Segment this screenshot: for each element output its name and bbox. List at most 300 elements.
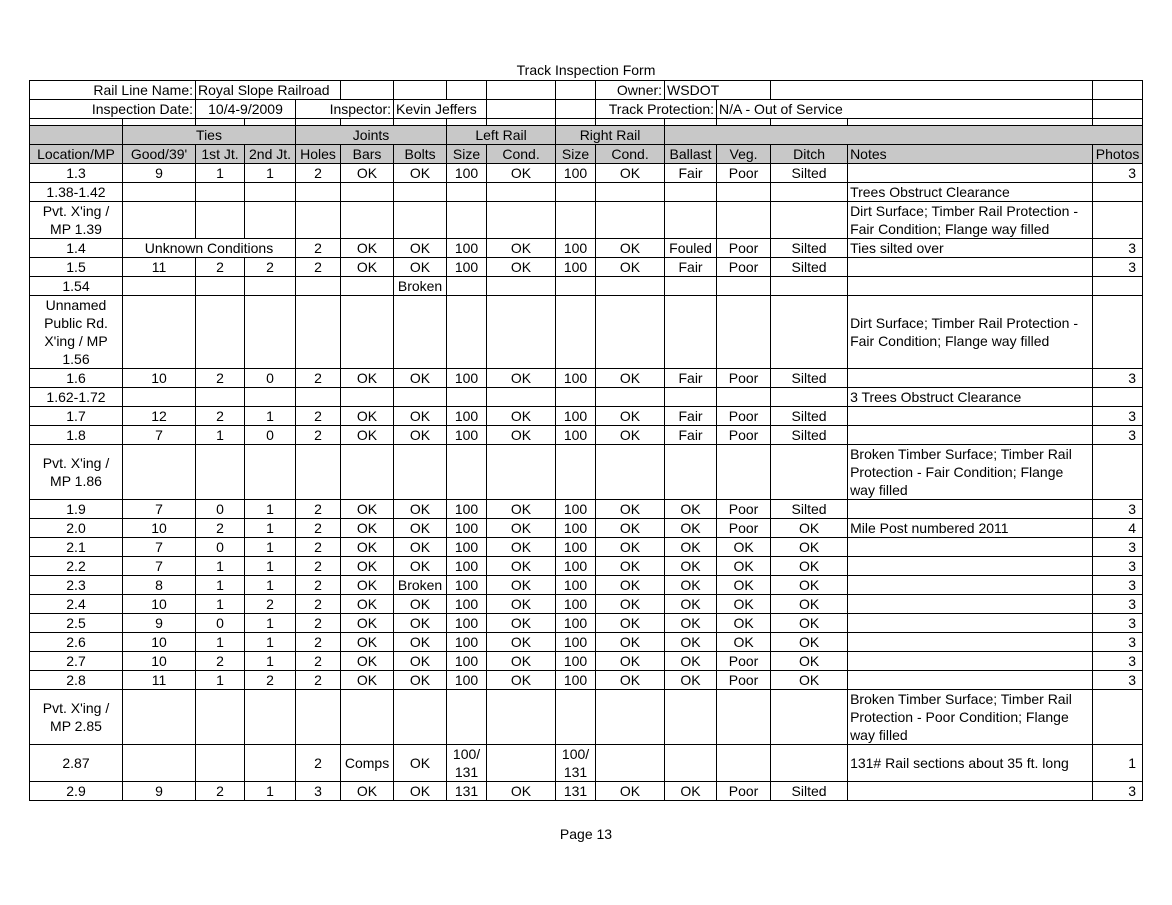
cell-left-rail-cond: OK [487, 500, 556, 519]
cell-vegetation: Poor [717, 239, 771, 258]
table-row [30, 671, 1143, 690]
column-header: Ballast [665, 145, 717, 164]
cell-photos [1093, 445, 1143, 500]
cell-joint-holes: 2 [296, 500, 341, 519]
cell-photos: 3 [1093, 258, 1143, 277]
cell-ballast: OK [665, 519, 717, 538]
cell-left-rail-cond [487, 745, 556, 782]
form-title: Track Inspection Form [516, 62, 656, 78]
cell-left-rail-cond: OK [487, 426, 556, 445]
cell-notes: 131# Rail sections about 35 ft. long [848, 745, 1093, 782]
cell-right-rail-size: 100 [556, 258, 596, 277]
cell-joint-bolts: OK [394, 557, 447, 576]
cell-left-rail-size: 100 [447, 164, 487, 183]
table-row [30, 183, 1143, 202]
cell-ditch: OK [771, 538, 848, 557]
cell-right-rail-cond [596, 388, 665, 407]
cell-ties-good: 10 [123, 652, 196, 671]
empty-cell [394, 81, 447, 100]
cell-location: 1.7 [30, 407, 123, 426]
table-row [30, 576, 1143, 595]
cell-photos [1093, 388, 1143, 407]
cell-right-rail-cond: OK [596, 369, 665, 388]
cell-location: 1.9 [30, 500, 123, 519]
cell-ditch: Silted [771, 369, 848, 388]
cell-right-rail-size: 100 [556, 426, 596, 445]
cell-joint-holes: 2 [296, 671, 341, 690]
table-row [30, 369, 1143, 388]
cell-ties-1st-jt: 2 [196, 782, 245, 801]
cell-photos: 3 [1093, 500, 1143, 519]
cell-ties-2nd-jt: 1 [245, 633, 296, 652]
cell-location: 2.7 [30, 652, 123, 671]
table-row [30, 745, 1143, 782]
empty-cell [771, 81, 1093, 100]
empty-cell [556, 100, 596, 119]
cell-photos: 3 [1093, 633, 1143, 652]
cell-joint-bars: OK [341, 538, 394, 557]
cell-joint-holes: 2 [296, 369, 341, 388]
cell-right-rail-size: 100 [556, 576, 596, 595]
table-row [30, 652, 1143, 671]
cell-ditch: OK [771, 557, 848, 576]
cell-ballast: Fair [665, 426, 717, 445]
cell-notes [848, 576, 1093, 595]
cell-right-rail-size: 100 [556, 369, 596, 388]
cell-ballast: OK [665, 652, 717, 671]
cell-right-rail-cond [596, 296, 665, 369]
cell-left-rail-size [447, 388, 487, 407]
cell-ties-1st-jt: 2 [196, 407, 245, 426]
cell-photos: 3 [1093, 426, 1143, 445]
column-header: Location/MP [30, 145, 123, 164]
cell-joint-bolts: OK [394, 426, 447, 445]
cell-ties-2nd-jt: 2 [245, 671, 296, 690]
cell-ditch [771, 690, 848, 745]
cell-right-rail-cond: OK [596, 164, 665, 183]
cell-joint-bolts: OK [394, 652, 447, 671]
cell-left-rail-cond: OK [487, 614, 556, 633]
cell-ties-2nd-jt [245, 296, 296, 369]
column-header: Size [447, 145, 487, 164]
cell-right-rail-cond: OK [596, 671, 665, 690]
cell-ditch [771, 183, 848, 202]
cell-photos: 3 [1093, 576, 1143, 595]
cell-joint-holes: 2 [296, 407, 341, 426]
cell-left-rail-cond: OK [487, 652, 556, 671]
cell-joint-bars [341, 445, 394, 500]
group-ties: Ties [123, 126, 296, 145]
cell-joint-bolts: OK [394, 782, 447, 801]
cell-left-rail-cond [487, 202, 556, 239]
cell-ties-good [123, 183, 196, 202]
column-header: Cond. [487, 145, 556, 164]
cell-ties-2nd-jt: 1 [245, 614, 296, 633]
cell-ties-1st-jt [196, 388, 245, 407]
cell-right-rail-cond [596, 690, 665, 745]
cell-ties-good: 10 [123, 633, 196, 652]
cell-notes: Ties silted over [848, 239, 1093, 258]
cell-photos: 1 [1093, 745, 1143, 782]
cell-ditch [771, 388, 848, 407]
cell-ties-1st-jt: 1 [196, 164, 245, 183]
table-row [30, 202, 1143, 239]
cell-ties-2nd-jt: 1 [245, 500, 296, 519]
cell-notes [848, 426, 1093, 445]
cell-ties-2nd-jt [245, 202, 296, 239]
cell-photos: 3 [1093, 407, 1143, 426]
cell-vegetation [717, 183, 771, 202]
cell-location: 1.54 [30, 277, 123, 296]
cell-left-rail-size: 100 [447, 519, 487, 538]
cell-right-rail-cond: OK [596, 633, 665, 652]
cell-location: Unnamed Public Rd. X'ing / MP 1.56 [30, 296, 123, 369]
cell-right-rail-cond [596, 202, 665, 239]
cell-ballast: OK [665, 538, 717, 557]
cell-joint-holes [296, 690, 341, 745]
cell-notes: 3 Trees Obstruct Clearance [848, 388, 1093, 407]
cell-joint-holes [296, 277, 341, 296]
cell-ties-good [123, 388, 196, 407]
cell-ties-2nd-jt: 1 [245, 652, 296, 671]
cell-joint-bolts [394, 690, 447, 745]
cell-right-rail-cond: OK [596, 614, 665, 633]
cell-notes: Broken Timber Surface; Timber Rail Protection - Fair Condition; Flange way filled [848, 445, 1093, 500]
cell-left-rail-size: 100 [447, 538, 487, 557]
cell-ties-2nd-jt: 2 [245, 595, 296, 614]
column-header: Holes [296, 145, 341, 164]
cell-right-rail-size [556, 202, 596, 239]
cell-location: 1.5 [30, 258, 123, 277]
cell-ditch: Silted [771, 239, 848, 258]
cell-ties-1st-jt: 1 [196, 557, 245, 576]
cell-ditch: OK [771, 633, 848, 652]
cell-vegetation: Poor [717, 426, 771, 445]
cell-ties-1st-jt: 1 [196, 595, 245, 614]
cell-ties-2nd-jt: 1 [245, 519, 296, 538]
cell-left-rail-size [447, 690, 487, 745]
cell-ties-good [123, 690, 196, 745]
cell-left-rail-size: 100 [447, 633, 487, 652]
cell-joint-bars: OK [341, 164, 394, 183]
cell-joint-bars: OK [341, 595, 394, 614]
group-left-rail: Left Rail [447, 126, 556, 145]
table-row [30, 239, 1143, 258]
cell-joint-bars [341, 388, 394, 407]
cell-ties-good: 11 [123, 671, 196, 690]
cell-notes [848, 614, 1093, 633]
cell-ties-good: 7 [123, 538, 196, 557]
cell-right-rail-cond: OK [596, 426, 665, 445]
inspection-date-value: 10/4-9/2009 [196, 100, 296, 119]
cell-right-rail-cond: OK [596, 258, 665, 277]
table-row [30, 388, 1143, 407]
table-row [30, 426, 1143, 445]
cell-joint-bolts [394, 202, 447, 239]
cell-photos: 3 [1093, 557, 1143, 576]
cell-vegetation [717, 277, 771, 296]
cell-ties-2nd-jt: 1 [245, 576, 296, 595]
cell-joint-bolts: OK [394, 500, 447, 519]
cell-vegetation: OK [717, 633, 771, 652]
cell-vegetation [717, 296, 771, 369]
cell-notes [848, 164, 1093, 183]
cell-vegetation [717, 202, 771, 239]
cell-ties-good [123, 202, 196, 239]
table-row [30, 407, 1143, 426]
table-row [30, 296, 1143, 369]
cell-right-rail-cond: OK [596, 652, 665, 671]
cell-left-rail-cond: OK [487, 519, 556, 538]
cell-notes [848, 500, 1093, 519]
cell-ties-2nd-jt [245, 745, 296, 782]
cell-left-rail-size [447, 277, 487, 296]
cell-notes [848, 633, 1093, 652]
cell-photos: 3 [1093, 782, 1143, 801]
cell-ties-2nd-jt: 1 [245, 557, 296, 576]
cell-left-rail-size: 100 [447, 239, 487, 258]
cell-ballast: OK [665, 782, 717, 801]
cell-joint-bolts: OK [394, 407, 447, 426]
cell-ties-good: 7 [123, 500, 196, 519]
cell-location: 1.4 [30, 239, 123, 258]
rail-line-label: Rail Line Name: [30, 81, 196, 100]
column-header: Ditch [771, 145, 848, 164]
cell-right-rail-size: 100 [556, 595, 596, 614]
cell-ties-2nd-jt: 0 [245, 426, 296, 445]
cell-joint-bars: OK [341, 500, 394, 519]
cell-photos [1093, 277, 1143, 296]
cell-merged: Unknown Conditions [123, 239, 296, 258]
cell-photos [1093, 183, 1143, 202]
cell-ties-1st-jt: 2 [196, 519, 245, 538]
cell-left-rail-cond: OK [487, 557, 556, 576]
cell-ties-2nd-jt: 2 [245, 258, 296, 277]
table-row [30, 538, 1143, 557]
cell-vegetation: Poor [717, 407, 771, 426]
empty-cell [1093, 81, 1143, 100]
empty-cell [341, 81, 394, 100]
cell-left-rail-cond: OK [487, 239, 556, 258]
cell-joint-bars [341, 183, 394, 202]
cell-right-rail-cond [596, 445, 665, 500]
cell-left-rail-cond: OK [487, 258, 556, 277]
cell-right-rail-cond [596, 745, 665, 782]
cell-vegetation: Poor [717, 164, 771, 183]
cell-right-rail-size [556, 183, 596, 202]
cell-vegetation: OK [717, 595, 771, 614]
cell-right-rail-size: 100 [556, 652, 596, 671]
cell-joint-bars: OK [341, 407, 394, 426]
cell-left-rail-size: 100 [447, 426, 487, 445]
cell-joint-bars: OK [341, 782, 394, 801]
cell-ties-good: 8 [123, 576, 196, 595]
cell-ditch [771, 277, 848, 296]
cell-joint-bars: OK [341, 258, 394, 277]
cell-left-rail-cond: OK [487, 538, 556, 557]
cell-joint-bars: OK [341, 519, 394, 538]
cell-ties-good [123, 277, 196, 296]
cell-notes: Dirt Surface; Timber Rail Protection - Fair Condition; Flange way filled [848, 202, 1093, 239]
cell-right-rail-size: 100 [556, 407, 596, 426]
cell-ties-good [123, 296, 196, 369]
cell-ties-1st-jt [196, 202, 245, 239]
table-row [30, 277, 1143, 296]
cell-ties-1st-jt: 2 [196, 258, 245, 277]
cell-vegetation: Poor [717, 652, 771, 671]
cell-joint-holes [296, 183, 341, 202]
cell-ditch: Silted [771, 426, 848, 445]
cell-ties-2nd-jt: 0 [245, 369, 296, 388]
cell-ballast [665, 277, 717, 296]
column-header: Good/39' [123, 145, 196, 164]
cell-right-rail-cond: OK [596, 557, 665, 576]
cell-vegetation [717, 445, 771, 500]
cell-photos: 3 [1093, 595, 1143, 614]
table-row [30, 782, 1143, 801]
cell-joint-holes [296, 296, 341, 369]
cell-ties-good [123, 445, 196, 500]
cell-notes [848, 258, 1093, 277]
cell-joint-bolts: OK [394, 164, 447, 183]
cell-left-rail-size: 100 [447, 407, 487, 426]
cell-left-rail-size [447, 202, 487, 239]
cell-right-rail-cond: OK [596, 500, 665, 519]
cell-left-rail-size: 100 [447, 500, 487, 519]
cell-photos: 3 [1093, 652, 1143, 671]
cell-ballast: OK [665, 595, 717, 614]
cell-ties-1st-jt [196, 296, 245, 369]
cell-right-rail-size: 100 [556, 671, 596, 690]
cell-left-rail-size: 100 [447, 614, 487, 633]
cell-right-rail-size: 100 [556, 538, 596, 557]
cell-location: 2.5 [30, 614, 123, 633]
cell-ties-1st-jt: 0 [196, 500, 245, 519]
cell-location: 2.87 [30, 745, 123, 782]
cell-ballast [665, 690, 717, 745]
cell-joint-bars: OK [341, 239, 394, 258]
cell-notes [848, 277, 1093, 296]
cell-location: Pvt. X'ing / MP 1.39 [30, 202, 123, 239]
cell-right-rail-size: 100 [556, 557, 596, 576]
cell-right-rail-cond: OK [596, 595, 665, 614]
cell-photos: 3 [1093, 671, 1143, 690]
cell-ties-good: 7 [123, 426, 196, 445]
cell-ballast [665, 445, 717, 500]
cell-notes: Trees Obstruct Clearance [848, 183, 1093, 202]
cell-right-rail-size: 100 [556, 633, 596, 652]
cell-ballast: Fair [665, 369, 717, 388]
cell-left-rail-size: 100 [447, 258, 487, 277]
cell-vegetation: OK [717, 557, 771, 576]
inspector-value: Kevin Jeffers [394, 100, 487, 119]
cell-ditch: Silted [771, 500, 848, 519]
cell-joint-bolts: OK [394, 239, 447, 258]
cell-joint-holes: 2 [296, 745, 341, 782]
cell-ditch: Silted [771, 164, 848, 183]
table-row [30, 500, 1143, 519]
cell-right-rail-cond: OK [596, 576, 665, 595]
cell-photos: 3 [1093, 614, 1143, 633]
cell-ties-2nd-jt [245, 277, 296, 296]
cell-vegetation: OK [717, 614, 771, 633]
cell-joint-bolts [394, 445, 447, 500]
cell-joint-holes: 2 [296, 557, 341, 576]
cell-joint-bolts: OK [394, 614, 447, 633]
column-header: Photos [1093, 145, 1143, 164]
cell-photos [1093, 202, 1143, 239]
cell-joint-holes: 2 [296, 614, 341, 633]
cell-notes [848, 538, 1093, 557]
cell-right-rail-cond: OK [596, 519, 665, 538]
cell-ties-good: 10 [123, 369, 196, 388]
cell-notes: Dirt Surface; Timber Rail Protection - Fair Condition; Flange way filled [848, 296, 1093, 369]
owner-label: Owner: [596, 81, 665, 100]
cell-ballast [665, 202, 717, 239]
inspection-date-label: Inspection Date: [30, 100, 196, 119]
cell-joint-bars [341, 202, 394, 239]
cell-ballast: OK [665, 500, 717, 519]
cell-left-rail-size: 100 [447, 576, 487, 595]
cell-joint-bolts: OK [394, 745, 447, 782]
table-row [30, 445, 1143, 500]
empty-cell [1093, 100, 1143, 119]
cell-joint-bolts [394, 296, 447, 369]
cell-photos: 3 [1093, 538, 1143, 557]
cell-joint-holes [296, 388, 341, 407]
inspector-label: Inspector: [296, 100, 394, 119]
track-protection-value: N/A - Out of Service [717, 100, 1093, 119]
cell-ties-1st-jt: 2 [196, 369, 245, 388]
empty-cell [556, 81, 596, 100]
table-row [30, 614, 1143, 633]
empty-cell [487, 81, 556, 100]
column-header-row [30, 145, 1143, 164]
cell-left-rail-size: 131 [447, 782, 487, 801]
cell-joint-bolts [394, 183, 447, 202]
cell-ballast [665, 745, 717, 782]
cell-ditch [771, 445, 848, 500]
cell-joint-bolts: OK [394, 671, 447, 690]
cell-joint-bars: Comps [341, 745, 394, 782]
cell-joint-bolts: Broken [394, 277, 447, 296]
cell-right-rail-cond: OK [596, 782, 665, 801]
cell-photos: 3 [1093, 164, 1143, 183]
cell-ties-1st-jt: 0 [196, 538, 245, 557]
cell-ditch [771, 202, 848, 239]
cell-left-rail-size: 100 [447, 671, 487, 690]
cell-ballast [665, 183, 717, 202]
empty-cell [447, 81, 487, 100]
column-header: Veg. [717, 145, 771, 164]
cell-right-rail-size [556, 296, 596, 369]
cell-left-rail-size: 100 [447, 595, 487, 614]
cell-joint-holes: 2 [296, 519, 341, 538]
cell-right-rail-size: 100 [556, 239, 596, 258]
cell-joint-bars: OK [341, 369, 394, 388]
cell-ties-1st-jt [196, 277, 245, 296]
cell-joint-bars [341, 277, 394, 296]
cell-ballast: Fair [665, 407, 717, 426]
cell-location: 2.3 [30, 576, 123, 595]
cell-ditch: OK [771, 614, 848, 633]
inspection-table [29, 80, 1143, 801]
cell-left-rail-cond: OK [487, 407, 556, 426]
cell-ties-1st-jt: 0 [196, 614, 245, 633]
cell-location: 2.8 [30, 671, 123, 690]
table-row [30, 519, 1143, 538]
table-row [30, 595, 1143, 614]
